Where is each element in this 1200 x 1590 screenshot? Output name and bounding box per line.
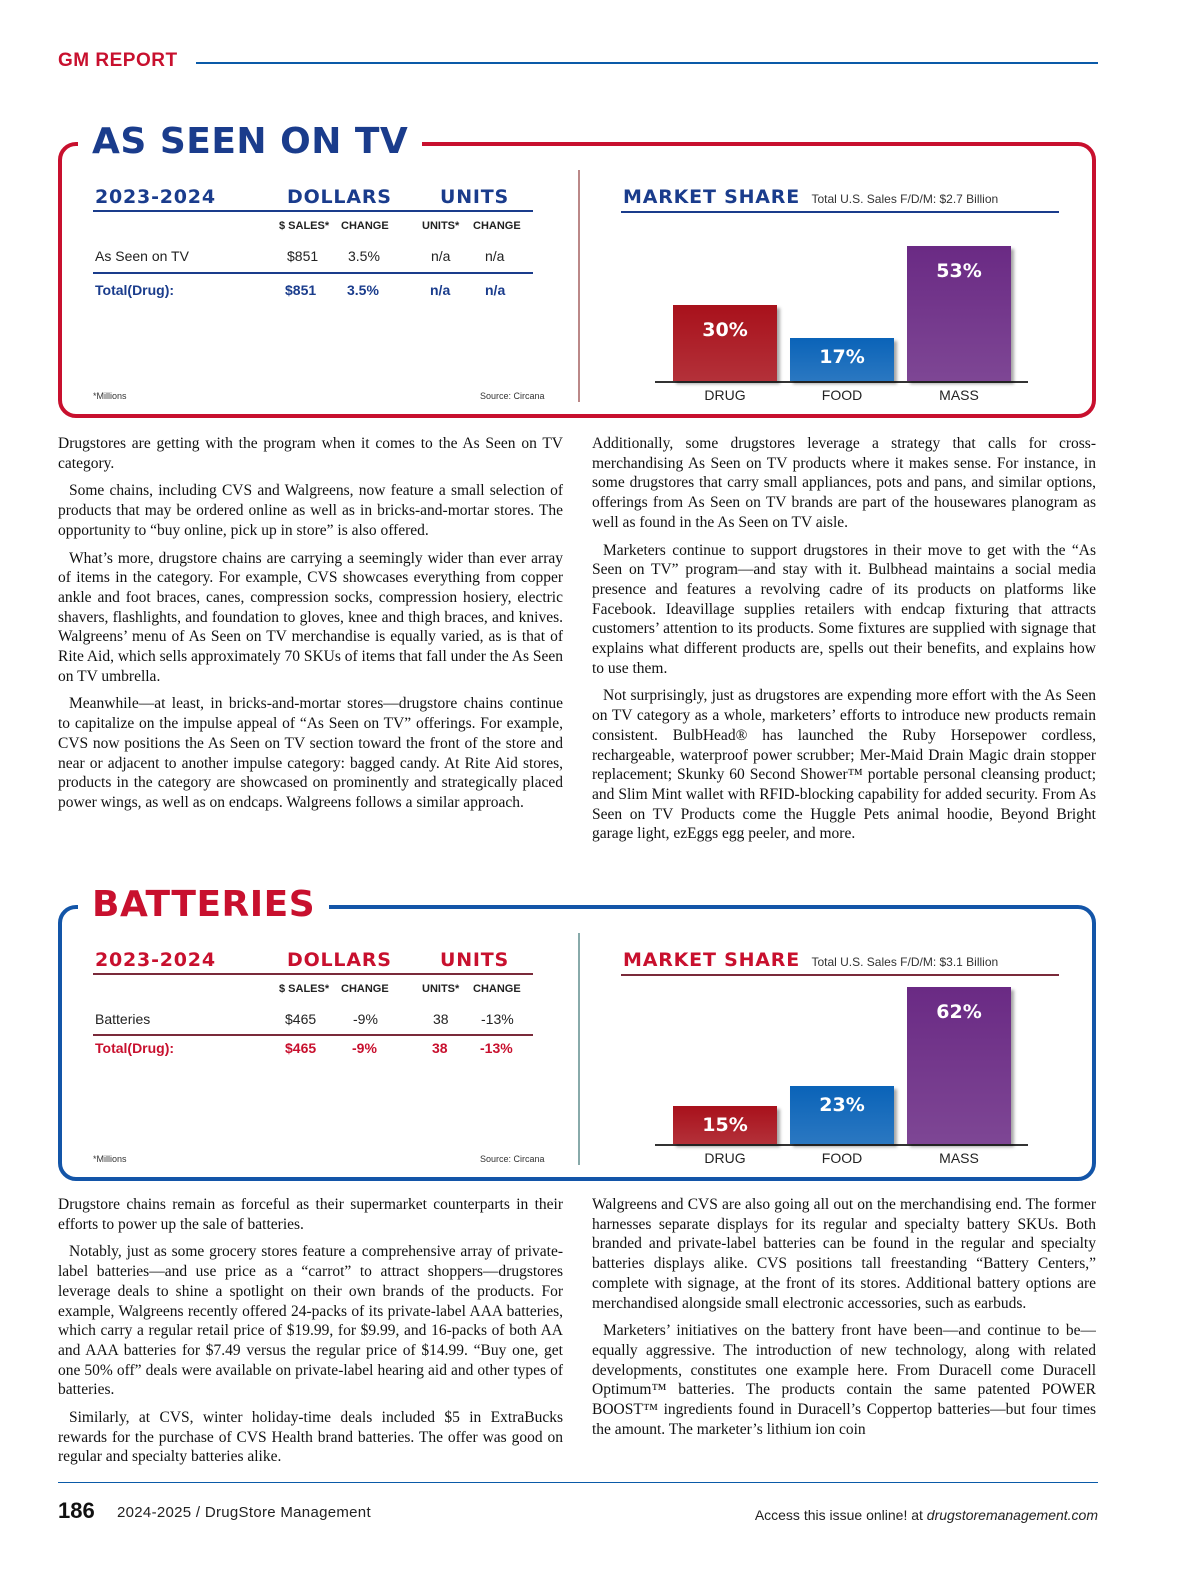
panel-divider	[578, 933, 580, 1165]
market-share-label: MARKET SHARE	[623, 186, 801, 208]
bar-mass	[907, 987, 1011, 1144]
article-paragraph: Marketers’ initiatives on the battery front have been—and continue to be—equally aggressive. The introduction of new technology, along with related developments, constitutes one example here. From Duracell come Duracell Optimum™ batteries. The products contain the same patented POWER BOOST™ ingredients found in Duracell’s Coppertop batteries—but four times the amount. The marketer’s lithium ion coin	[592, 1322, 1096, 1438]
row-units: 38	[433, 1011, 449, 1027]
publication-name: 2024-2025 / DrugStore Management	[117, 1504, 371, 1521]
row-sales: $851	[287, 248, 319, 264]
market-share-subtitle: Total U.S. Sales F/D/M: $3.1 Billion	[811, 955, 999, 969]
total-units: n/a	[430, 282, 451, 298]
chart-baseline	[655, 381, 1028, 383]
bar-value-label: 17%	[819, 346, 865, 368]
total-sales-change: 3.5%	[347, 282, 379, 298]
chart-rule	[621, 211, 1059, 213]
subhead-change: CHANGE	[341, 983, 389, 995]
article-paragraph: Not surprisingly, just as drugstores are expending more effort with the As Seen on TV category as a whole, marketers’ efforts to introduce new products remain consistent. BulbHead® has launched the Ruby Horsepower cordless, rechargeable, waterproof power scrubber; Mer-Maid Drain Magic drain stopper replacement; Skunky 60 Second Shower™ portable personal cleansing product; and Slim Mint wallet with RFID-blocking capability for added security. From As Seen on TV Products come the Huggle Pets animal hoodie, Beyond Bright garage light, ezEggs egg peeler, and more.	[592, 687, 1096, 843]
article-column-left	[58, 1195, 563, 1475]
access-url-link[interactable]: drugstoremanagement.com	[926, 1507, 1098, 1523]
chart-rule	[621, 974, 1059, 976]
article-paragraph: Similarly, at CVS, winter holiday-time deals included $5 in ExtraBucks rewards for the purchase of CVS Health brand batteries. The offer was good on regular and specialty batteries alike.	[58, 1409, 563, 1466]
category-label: FOOD	[821, 387, 863, 403]
category-label: MASS	[939, 387, 979, 403]
subhead-units: UNITS*	[422, 983, 460, 995]
market-share-subtitle: Total U.S. Sales F/D/M: $2.7 Billion	[811, 192, 999, 206]
table-note: *Millions	[93, 1154, 127, 1164]
article-paragraph: Drugstore chains remain as forceful as their supermarket counterparts in their efforts to power up the sale of batteries.	[58, 1196, 563, 1233]
page-number: 186	[58, 1498, 95, 1523]
total-label: Total(Drug):	[95, 1040, 175, 1056]
subhead-units-change: CHANGE	[473, 983, 521, 995]
row-sales-change: -9%	[353, 1011, 378, 1027]
bar-food	[790, 1086, 894, 1144]
table-source: Source: Circana	[480, 391, 545, 401]
category-label: MASS	[939, 1150, 979, 1166]
row-label: As Seen on TV	[95, 248, 189, 264]
section-title-as-seen-on-tv: AS SEEN ON TV	[78, 122, 422, 162]
market-share-chart	[655, 986, 1028, 1172]
article-paragraph: Meanwhile—at least, in bricks-and-mortar stores—drugstore chains continue to capitalize on the impulse appeal of “As Seen on TV” offerings. For example, CVS now positions the As Seen on TV section toward the front of the store and near or adjacent to another impulse category: bagged candy. At Rite Aid stores, products in the category are showcased on prominently and strategically placed power wings, as well as on endcaps. Walgreens follows a similar approach.	[58, 695, 563, 811]
row-label: Batteries	[95, 1011, 151, 1027]
subhead-units-change: CHANGE	[473, 220, 521, 232]
subhead-change: CHANGE	[341, 220, 389, 232]
article-paragraph: What’s more, drugstore chains are carrying a seemingly wider than ever array of items in the category. For example, CVS showcases everything from copper ankle and foot braces, canes, compression socks, compression hosiery, electric shavers, flashlights, and foundation to gloves, knee and thigh braces, and knives. Walgreens’ menu of As Seen on TV merchandise is equally varied, as is that of Rite Aid, which sells approximately 70 SKUs of items that fall under the As Seen on TV umbrella.	[58, 549, 563, 685]
row-units-change: -13%	[481, 1011, 514, 1027]
section-label: GM REPORT	[58, 50, 178, 71]
table-note: *Millions	[93, 391, 127, 401]
article-column-left	[58, 434, 563, 821]
row-units: n/a	[431, 248, 451, 264]
row-rule	[93, 272, 533, 274]
article-paragraph: Some chains, including CVS and Walgreens, now feature a small selection of products that may be ordered online as well as in bricks-and-mortar stores. The opportunity to “buy online, pick up in store” is also offered.	[58, 482, 563, 539]
total-units: 38	[432, 1040, 448, 1056]
table-rule	[93, 210, 533, 212]
bar-value-label: 53%	[936, 260, 982, 282]
dollars-header: DOLLARS	[287, 186, 392, 208]
table-source: Source: Circana	[480, 1154, 545, 1164]
bar-drug	[673, 1106, 777, 1144]
chart-baseline	[655, 1144, 1028, 1146]
market-share-chart	[655, 245, 1028, 409]
section-title-batteries: BATTERIES	[78, 885, 329, 925]
article-paragraph: Additionally, some drugstores leverage a strategy that calls for cross-merchandising As Seen on TV products where it makes sense. For instance, in some drugstores that carry small appliances, pots and pans, and similar options, offerings from As Seen on TV brands are part of the housewares planogram as well as found in the As Seen on TV aisle.	[592, 435, 1096, 531]
access-label: Access this issue online! at	[754, 1507, 923, 1523]
article-paragraph: Notably, just as some grocery stores feature a comprehensive array of private-label batteries—and use price as a “carrot” to attract shoppers—drugstores leverage deals to shine a spotlight on their own brands of the products. For example, Walgreens recently offered 24-packs of its private-label AAA batteries, which carry a regular retail price of $19.99, for $9.99, and 16-packs of both AA and AAA batteries for $7.49 versus the regular price of $14.99. “Buy one, get one 50% off” deals were available on private-label hearing aid and other types of batteries.	[58, 1243, 563, 1399]
footer-rule	[58, 1482, 1098, 1483]
subhead-sales: $ SALES*	[279, 983, 330, 995]
total-units-change: -13%	[480, 1040, 513, 1056]
subhead-sales: $ SALES*	[279, 220, 330, 232]
bar-value-label: 15%	[702, 1114, 748, 1136]
total-label: Total(Drug):	[95, 282, 175, 298]
access-online-text	[755, 1507, 1098, 1523]
article-column-right	[592, 1195, 1096, 1462]
table-period: 2023-2024	[95, 186, 216, 208]
total-units-change: n/a	[485, 282, 506, 298]
row-sales-change: 3.5%	[348, 248, 380, 264]
row-rule	[93, 1034, 533, 1036]
bar-drug	[673, 305, 777, 381]
bar-mass	[907, 246, 1011, 381]
units-header: UNITS	[440, 949, 510, 971]
bar-food	[790, 338, 894, 381]
total-sales: $465	[285, 1040, 317, 1056]
table-rule	[93, 973, 533, 975]
subhead-units: UNITS*	[422, 220, 460, 232]
dollars-header: DOLLARS	[287, 949, 392, 971]
row-units-change: n/a	[485, 248, 505, 264]
category-label: DRUG	[704, 1150, 746, 1166]
units-header: UNITS	[440, 186, 510, 208]
bar-value-label: 23%	[819, 1094, 865, 1116]
panel-divider	[578, 170, 580, 402]
article-paragraph: Drugstores are getting with the program when it comes to the As Seen on TV category.	[58, 435, 563, 472]
row-sales: $465	[285, 1011, 317, 1027]
table-period: 2023-2024	[95, 949, 216, 971]
market-share-label: MARKET SHARE	[623, 949, 801, 971]
bar-value-label: 30%	[702, 319, 748, 341]
article-paragraph: Marketers continue to support drugstores in their move to get with the “As Seen on TV” program—and stay with it. Bulbhead maintains a social media presence and features a revolving cadre of its products on platforms like Facebook. Ideavillage supplies retailers with endcap fixturing that attracts customers’ attention to its products. Some fixtures are supplied with signage that explains what different products are, spells out their benefits, and explains how to use them.	[592, 541, 1096, 677]
article-column-right	[592, 434, 1096, 852]
bar-value-label: 62%	[936, 1001, 982, 1023]
market-share-title	[623, 949, 998, 971]
total-sales: $851	[285, 282, 317, 298]
header-rule	[196, 62, 1098, 64]
total-sales-change: -9%	[352, 1040, 377, 1056]
category-label: DRUG	[704, 387, 746, 403]
category-label: FOOD	[821, 1150, 863, 1166]
article-paragraph: Walgreens and CVS are also going all out on the merchandising end. The former harnesses separate displays for its regular and specialty battery SKUs. Both branded and private-label batteries can be found in the regular and specialty batteries displays alike. CVS positions tall freestanding “Battery Centers,” complete with signage, at the front of its stores. Additional battery options are merchandised alongside small electronic accessories, such as earbuds.	[592, 1196, 1096, 1312]
market-share-title	[623, 186, 998, 208]
